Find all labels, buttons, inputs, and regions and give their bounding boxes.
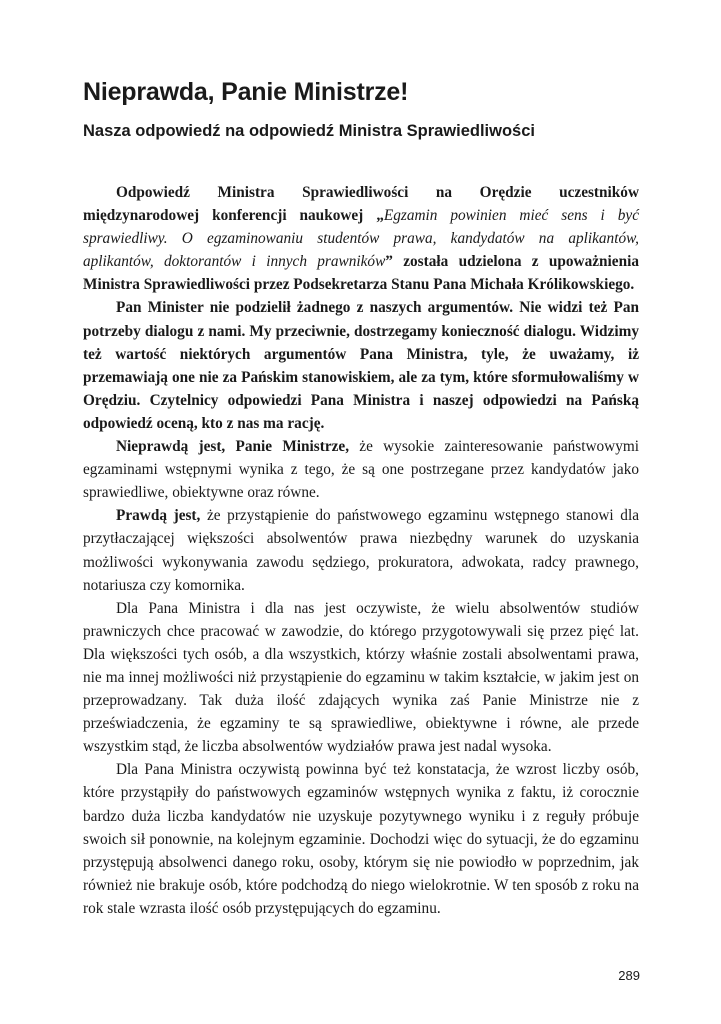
paragraph-1 <box>83 181 639 296</box>
paragraph-1-conference-title: Egzamin powinien mieć sens i być sprawiedliwy. O egzaminowaniu studentów prawa, kandydatów na aplikantów, aplikantów, doktorantów i innych prawników <box>83 207 639 271</box>
article-body <box>83 181 639 920</box>
paragraph-4 <box>83 504 639 596</box>
page-subtitle: Nasza odpowiedź na odpowiedź Ministra Sprawiedliwości <box>83 122 535 140</box>
paragraph-2: Pan Minister nie podzielił żadnego z naszych argumentów. Nie widzi też Pan potrzeby dialogu z nami. My przeciwnie, dostrzegamy konieczność dialogu. Widzimy też wartość niektórych argumentów Pana Ministra, tyle, że uważamy, iż przemawiają one nie za Pańskim stanowiskiem, ale za tym, które sformułowaliśmy w Orędziu. Czytelnicy odpowiedzi Pana Ministra i naszej odpowiedzi na Pańską odpowiedź oceną, kto z nas ma rację. <box>83 299 639 432</box>
paragraph-3-lead: Nieprawdą jest, Panie Ministrze, <box>116 438 350 456</box>
paragraph-3-text: że wysokie zainteresowanie państwowymi egzaminami wstępnymi wynika z tego, że są one postrzegane przez kandydatów jako sprawiedliwe, obiektywne oraz równe. <box>83 438 639 502</box>
paragraph-4-text: że przystąpienie do państwowego egzaminu wstępnego stanowi dla przytłaczającej większości absolwentów prawa niezbędny warunek do uzyskania możliwości wykonywania zawodu sędziego, prokuratora, adwokata, radcy prawnego, notariusza czy komornika. <box>83 507 639 594</box>
page-number: 289 <box>618 968 640 983</box>
paragraph-1-intro: Odpowiedź Ministra Sprawiedliwości na Orędzie uczestników międzynarodowej konferencji naukowej „ <box>83 184 639 225</box>
paragraph-1-outro: ” została udzielona z upoważnienia Ministra Sprawiedliwości przez Podsekretarza Stanu Pana Michała Królikowskiego. <box>83 253 639 294</box>
paragraph-3 <box>83 435 639 504</box>
page-title: Nieprawda, Panie Ministrze! <box>83 78 409 106</box>
paragraph-5: Dla Pana Ministra i dla nas jest oczywiste, że wielu absolwentów studiów prawniczych chce pracować w zawodzie, do którego przygotowywali się przez pięć lat. Dla większości tych osób, a dla wszystkich, którzy właśnie zostali absolwentami prawa, nie ma innej możliwości niż przystąpienie do egzaminu w takim kształcie, w jakim jest on przeprowadzany. Tak duża ilość zdających wynika zaś Panie Ministrze nie z przeświadczenia, że egzaminy te są sprawiedliwe, obiektywne i równe, ale przede wszystkim stąd, że liczba absolwentów wydziałów prawa jest nadal wysoka. <box>83 599 639 756</box>
paragraph-4-lead: Prawdą jest, <box>116 507 201 525</box>
paragraph-6: Dla Pana Ministra oczywistą powinna być też konstatacja, że wzrost liczby osób, które przystąpiły do państwowych egzaminów wstępnych wynika z faktu, iż corocznie bardzo duża liczba kandydatów nie uzyskuje pozytywnego wyniku i z reguły próbuje swoich sił ponownie, na kolejnym egzaminie. Dochodzi więc do sytuacji, że do egzaminu przystępują absolwenci danego roku, osoby, którym się nie powiodło w poprzednim, jak również nie brakuje osób, które podchodzą do niego wielokrotnie. W ten sposób z roku na rok stale wzrasta ilość osób przystępujących do egzaminu. <box>83 761 639 917</box>
